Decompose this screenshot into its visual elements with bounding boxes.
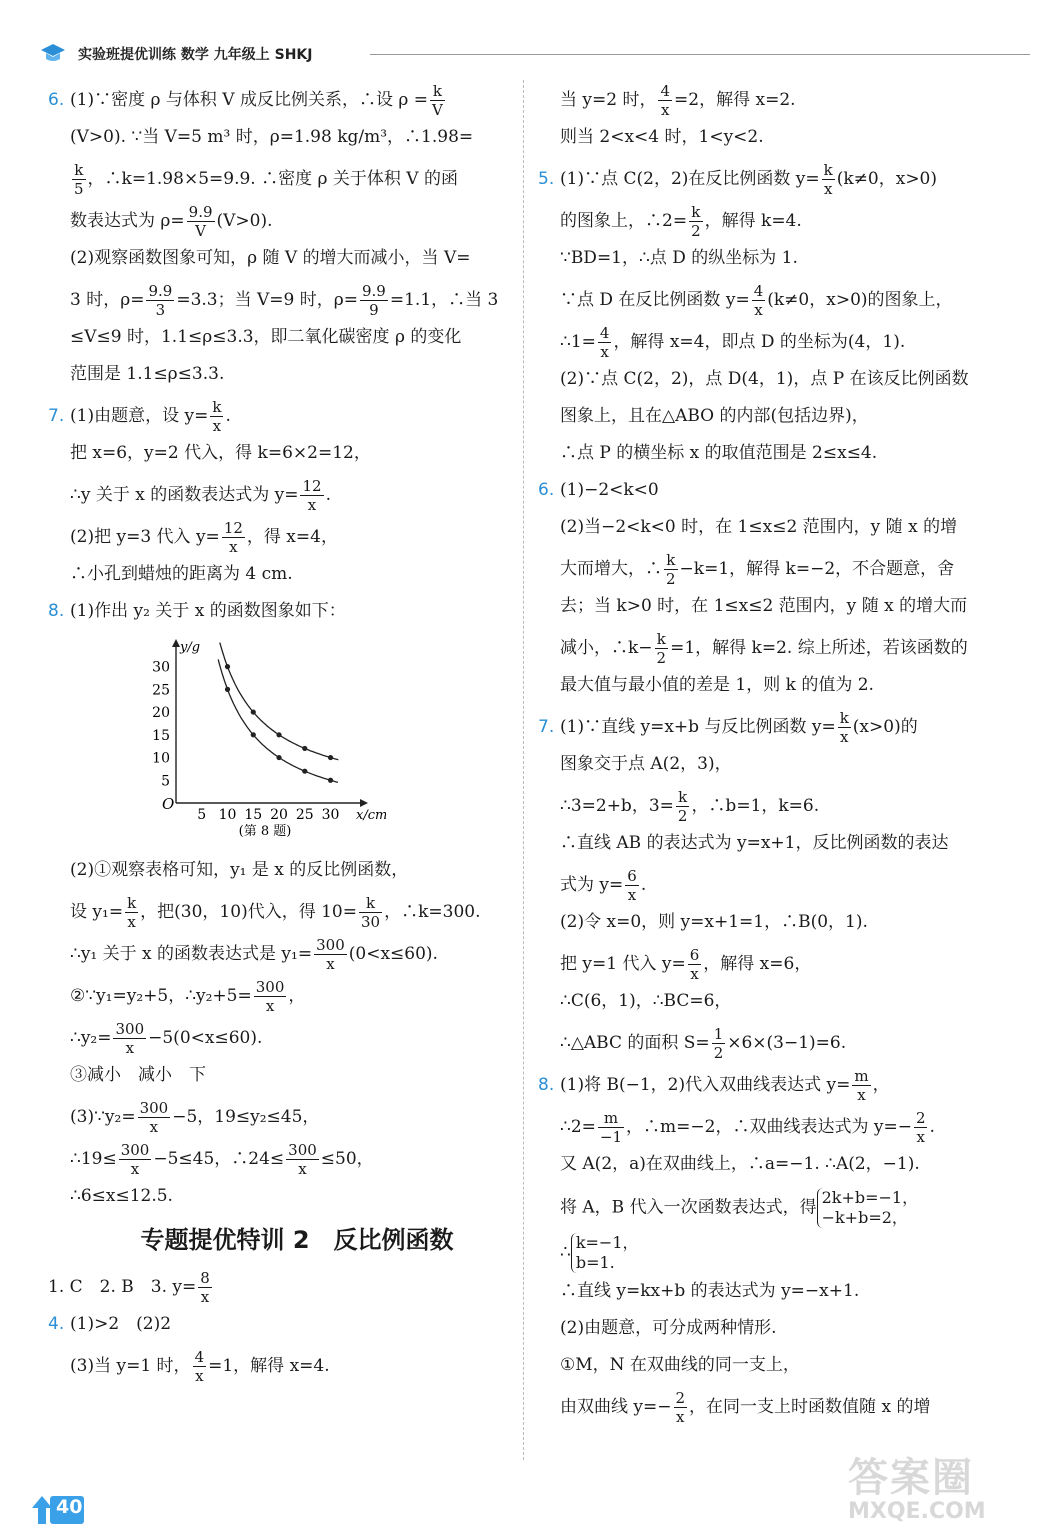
r6-line-3 [538,551,998,588]
q6-line-3 [48,161,516,198]
text: (2)由题意，可分成两种情形. [560,1318,777,1338]
text: 将 A，B 代入一次函数表达式，得 [560,1197,817,1218]
text: (1)∵密度 ρ 与体积 V 成反比例关系，∴设 ρ = [70,90,429,110]
fraction: $\frac{6}{x}$ [627,867,637,904]
y-tick-label: 10 [152,750,170,767]
q8-line-1 [48,598,516,624]
fraction: $\frac{300}{x}$ [139,1099,169,1136]
text: ，∴k=300. [384,902,481,922]
text: (2)当−2<k<0 时，在 1≤x≤2 范围内，y 随 x 的增 [560,517,958,537]
question-number: 4. [48,1314,65,1334]
text: (3)当 y=1 时， [70,1356,191,1376]
question-number: 8. [48,601,65,621]
q7-line-2 [48,440,516,466]
text: ，把(30，10)代入，得 10= [140,902,357,922]
text: ，在同一支上时函数值随 x 的增 [689,1397,931,1417]
right-column [538,82,998,1431]
q6-line-8 [48,361,516,387]
r8-line-5 [538,1233,998,1273]
column-divider [523,80,524,1460]
text: (V>0). ∵当 V=5 m³ 时，ρ=1.98 kg/m³，∴1.98= [70,127,474,147]
text: (k≠0，x>0)的图象上， [767,290,953,310]
text: ，解得 k=4. [704,211,802,231]
question-number: 6. [48,90,65,110]
fraction: $\frac{m}{-1}$ [599,1109,623,1146]
r5-line-4 [538,282,998,319]
text: 去；当 k>0 时，在 1≤x≤2 范围内，y 随 x 的增大而 [560,596,968,616]
fraction: $\frac{300}{x}$ [255,978,285,1015]
r5-line-8 [538,440,998,466]
text: 减小，∴k− [560,638,653,658]
q7-line-1 [48,398,516,435]
text: ∵点 D 在反比例函数 y= [560,290,750,310]
fraction: $\frac{k}{5}$ [74,161,84,198]
text: (2)∵点 C(2，2)，点 D(4，1)，点 P 在该反比例函数 [560,369,969,389]
r7-line-9 [538,1025,998,1062]
data-point [251,732,256,737]
text: (2)观察函数图象可知，ρ 随 V 的增大而减小，当 V= [70,248,471,268]
question-number: 7. [538,717,555,737]
text: (3)∵y₂= [70,1107,136,1127]
q7-line-5 [48,561,516,587]
text: 则当 2<x<4 时，1<y<2. [560,127,764,147]
graduation-cap-icon [40,42,66,66]
fraction: $\frac{1}{2}$ [713,1025,724,1062]
text: ∴y₂= [70,1028,112,1048]
text: . [325,485,331,505]
text: 数表达式为 ρ= [70,211,185,231]
text: ∴3=2+b，3= [560,796,674,816]
x-tick-label: 10 [218,807,237,823]
text: −5(0<x≤60). [148,1028,263,1048]
text: ∴19≤ [70,1149,117,1169]
q6-line-1 [48,82,516,119]
r6-line-4 [538,593,998,619]
q6-line-4 [48,203,516,240]
fraction: $\frac{4}{x}$ [194,1348,205,1385]
answers-1-3 [48,1269,516,1306]
text: 图象交于点 A(2，3)， [560,754,732,774]
r8-line-3 [538,1151,998,1177]
text: (1)∵点 C(2，2)在反比例函数 y= [560,169,820,189]
y-axis-arrow [172,639,180,647]
r7-line-6 [538,909,998,935]
data-point [225,687,230,692]
fraction: $\frac{12}{x}$ [223,519,243,556]
equation-system: 2k+b=−1， −k+b=2， [817,1188,919,1228]
text: 最大值与最小值的差是 1，则 k 的值为 2. [560,675,874,695]
text: 大而增大，∴ [560,559,662,579]
text: ，∴b=1，k=6. [691,796,820,816]
text: 由双曲线 y=− [560,1397,672,1417]
text: −5≤45，∴24≤ [153,1149,285,1169]
r8-line-4 [538,1188,998,1228]
q8-line-3 [48,894,516,931]
series-curve-1 [220,643,338,760]
watermark-url: MXQE.COM [848,1499,986,1524]
x-tick-label: 25 [295,807,314,823]
page-header [40,40,1000,70]
fraction: $\frac{k}{30}$ [360,894,381,931]
text: . [225,406,231,426]
text: ，∴k=1.98×5=9.9. ∴密度 ρ 关于体积 V 的函 [87,169,458,189]
text: (0<x≤60). [348,944,438,964]
page-number-badge [30,1494,86,1526]
header-rule [370,54,1030,55]
fraction: $\frac{k}{x}$ [839,709,849,746]
r7-line-5 [538,867,998,904]
data-point [328,778,333,783]
text: ≤V≤9 时，1.1≤ρ≤3.3，即二氧化碳密度 ρ 的变化 [70,327,462,347]
fraction: $\frac{8}{x}$ [200,1269,210,1306]
q8-line-10 [48,1183,516,1209]
text: 把 x=6，y=2 代入，得 k=6×2=12， [70,443,371,463]
x-tick-label: 5 [197,807,207,823]
question-number: 8. [538,1075,555,1095]
text: −k=1，解得 k=−2，不合题意，舍 [679,559,955,579]
r8-line-7 [538,1315,998,1341]
text: ∴△ABC 的面积 S= [560,1033,710,1053]
fraction: $\frac{300}{x}$ [288,1141,317,1178]
r8-line-1 [538,1067,998,1104]
r5-line-2 [538,203,998,240]
text: (1)−2<k<0 [560,480,659,500]
r7-line-3 [538,788,998,825]
text: ∴直线 y=kx+b 的表达式为 y=−x+1. [560,1281,860,1301]
r5-line-7 [538,403,998,429]
data-point [251,709,256,714]
left-column [48,82,516,1390]
fraction: $\frac{12}{x}$ [302,477,322,514]
q6-line-2 [48,124,516,150]
text: =2，解得 x=2. [674,90,796,110]
text: ∴y₁ 关于 x 的函数表达式是 y₁= [70,944,313,964]
fraction: $\frac{300}{x}$ [120,1141,150,1178]
fraction: $\frac{k}{2}$ [677,788,688,825]
text: (2)令 x=0，则 y=x+1=1，∴B(0，1). [560,912,868,932]
text: 把 y=1 代入 y= [560,954,686,974]
y-tick-label: 25 [152,682,170,699]
data-point [328,755,333,760]
q8-line-7 [48,1062,516,1088]
data-point [276,755,281,760]
text: (1)作出 y₂ 关于 x 的函数图象如下： [70,601,346,621]
y-axis-label: y/g [180,640,201,655]
text: 设 y₁= [70,902,124,922]
r5-line-6 [538,366,998,392]
data-point [302,746,307,751]
r8-line-2 [538,1109,998,1146]
text: (2)①观察表格可知，y₁ 是 x 的反比例函数， [70,860,409,880]
fraction: $\frac{k}{x}$ [823,161,833,198]
text: (V>0). [216,211,273,231]
fraction: $\frac{m}{x}$ [854,1067,869,1104]
text: (2)把 y=3 代入 y= [70,527,220,547]
text: 当 y=2 时， [560,90,657,110]
text: ③减小 减小 下 [70,1065,206,1085]
fraction: $\frac{k}{x}$ [127,894,137,931]
fraction: $\frac{300}{x}$ [316,936,345,973]
r5-line-1 [538,161,998,198]
r7-line-4 [538,830,998,856]
header-title: 实验班提优训练 数学 九年级上 SHKJ [78,47,313,63]
watermark [848,1446,986,1524]
text: ①M，N 在双曲线的同一支上， [560,1355,800,1375]
q6-line-5 [48,245,516,271]
q8-line-6 [48,1020,516,1057]
text: ∴1= [560,332,596,352]
y-tick-label: 15 [152,727,170,744]
q8-line-9 [48,1141,516,1178]
fraction: $\frac{300}{x}$ [115,1020,145,1057]
r7-line-8 [538,988,998,1014]
r6-line-5 [538,630,998,667]
q8-line-5 [48,978,516,1015]
x-tick-label: 20 [270,807,288,823]
answer-4-line-1 [48,1311,516,1337]
fraction: $\frac{9.9}{3}$ [148,282,173,319]
fraction: $\frac{4}{x}$ [599,324,610,361]
r8-line-9 [538,1389,998,1426]
r5-line-3 [538,245,998,271]
data-point [302,769,307,774]
text: ，得 x=4， [246,527,338,547]
x-axis-label: x/cm [356,808,386,823]
text: =1，解得 x=4. [208,1356,330,1376]
q8-line-2 [48,857,516,883]
text: ②∵y₁=y₂+5，∴y₂+5= [70,986,252,1006]
text: ，解得 x=6， [703,954,812,974]
fraction: $\frac{k}{2}$ [691,203,701,240]
r7-line-7 [538,946,998,983]
fraction: $\frac{2}{x}$ [915,1109,926,1146]
text: . [929,1117,935,1137]
x-tick-label: 30 [321,807,340,823]
text: ， [288,986,306,1006]
r7-line-1 [538,709,998,746]
q6-line-6 [48,282,516,319]
text: ∵BD=1，∴点 D 的纵坐标为 1. [560,248,798,268]
fraction: $\frac{9.9}{9}$ [362,282,386,319]
r5-line-5 [538,324,998,361]
text: ∴C(6，1)，∴BC=6， [560,991,732,1011]
q7-line-3 [48,477,516,514]
text: ∴y 关于 x 的函数表达式为 y= [70,485,299,505]
data-point [276,732,281,737]
text: 1. C 2. B 3. y= [48,1277,197,1297]
section-title: 专题提优特训 2 反比例函数 [140,1226,454,1254]
r-line-2 [538,124,998,150]
fraction: $\frac{k}{x}$ [212,398,222,435]
r6-line-1 [538,477,998,503]
text: ，解得 x=4，即点 D 的坐标为(4，1). [613,332,906,352]
question-number: 5. [538,169,555,189]
text: =1，解得 k=2. 综上所述，若该函数的 [670,638,968,658]
text: 又 A(2，a)在双曲线上，∴a=−1. ∴A(2，−1). [560,1154,920,1174]
r8-line-6 [538,1278,998,1304]
question-number: 7. [48,406,65,426]
question-number: 6. [538,480,555,500]
fraction: $\frac{k}{V}$ [432,82,443,119]
y-tick-label: 5 [161,773,170,790]
q6-line-7 [48,324,516,350]
origin-label: O [162,795,175,813]
text: ∴点 P 的横坐标 x 的取值范围是 2≤x≤4. [560,443,878,463]
text: ，∴m=−2，∴双曲线表达式为 y=− [626,1117,912,1137]
text: 的图象上，∴2= [560,211,688,231]
text: ∴6≤x≤12.5. [70,1186,173,1206]
data-point [225,664,230,669]
fraction: $\frac{6}{x}$ [689,946,700,983]
watermark-text: 答案圈 [848,1455,974,1501]
answer-4-line-2 [48,1348,516,1385]
text: 3 时，ρ= [70,290,145,310]
equation-system: k=−1， b=1. [571,1233,639,1273]
text: ∴ [560,1242,571,1263]
text: 范围是 1.1≤ρ≤3.3. [70,364,225,384]
text: ∴小孔到蜡烛的距离为 4 cm. [70,564,293,584]
text: =1.1，∴当 3 [389,290,499,310]
text: =3.3；当 V=9 时，ρ= [176,290,358,310]
r-line-1 [538,82,998,119]
text: (1)由题意，设 y= [70,406,209,426]
text: ≤50， [320,1149,374,1169]
x-axis-arrow [360,799,368,807]
text: (k≠0，x>0) [836,169,938,189]
fraction: $\frac{4}{x}$ [660,82,671,119]
text: 式为 y= [560,875,624,895]
text: ， [872,1075,890,1095]
r7-line-2 [538,751,998,777]
text: −5，19≤y₂≤45， [172,1107,320,1127]
text: . [640,875,647,895]
text: (1)将 B(−1，2)代入双曲线表达式 y= [560,1075,851,1095]
text: (x>0)的 [852,717,918,737]
q8-line-4 [48,936,516,973]
fraction: $\frac{k}{2}$ [656,630,667,667]
q7-line-4 [48,519,516,556]
y-tick-label: 20 [152,705,170,722]
series-curve-2 [218,659,338,782]
x-tick-label: 15 [244,807,263,823]
fraction: $\frac{9.9}{V}$ [188,203,213,240]
inverse-function-chart [136,635,386,845]
text: 图象上，且在△ABO 的内部(包括边界)， [560,406,869,426]
y-tick-label: 30 [152,659,170,676]
q8-line-8 [48,1099,516,1136]
text: (1)∵直线 y=x+b 与反比例函数 y= [560,717,836,737]
r6-line-2 [538,514,998,540]
text: (1)>2 (2)2 [70,1314,172,1334]
fraction: $\frac{2}{x}$ [675,1389,686,1426]
text: ×6×(3−1)=6. [727,1033,847,1053]
r8-line-8 [538,1352,998,1378]
r6-line-6 [538,672,998,698]
q8-chart [136,635,516,849]
fraction: $\frac{k}{2}$ [666,551,676,588]
text: ∴直线 AB 的表达式为 y=x+1，反比例函数的表达 [560,833,949,853]
page-number: 40 [56,1496,83,1518]
fraction: $\frac{4}{x}$ [753,282,764,319]
chart-caption: (第 8 题) [238,824,292,839]
text: ∴2= [560,1117,596,1137]
